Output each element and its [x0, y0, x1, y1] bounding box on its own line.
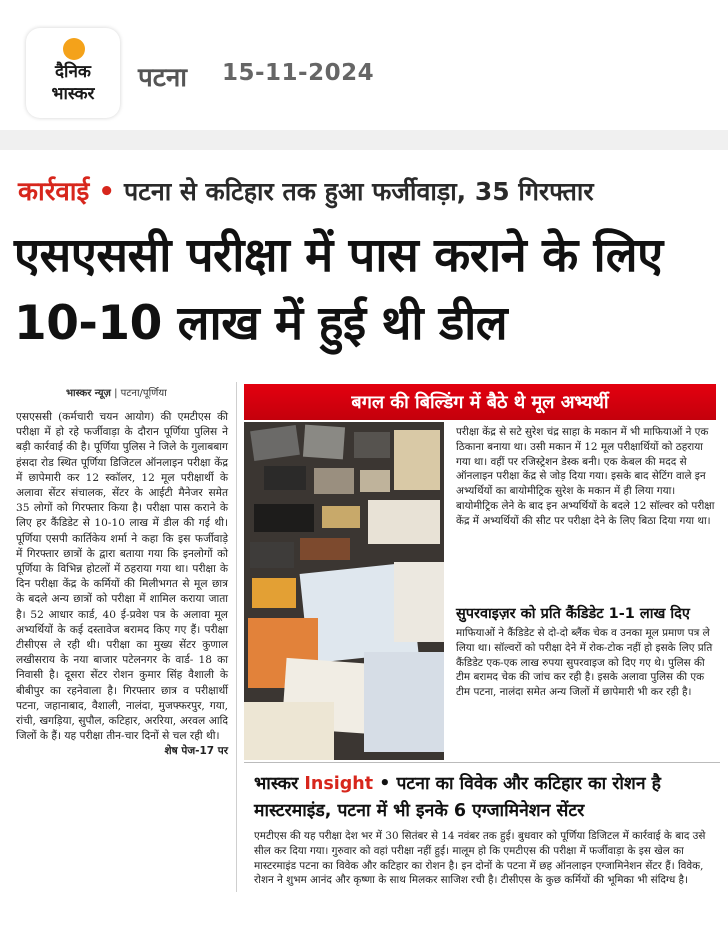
- photo-cards: [394, 430, 440, 490]
- photo-documents: [364, 652, 444, 752]
- headline: एसएससी परीक्षा में पास कराने के लिए 10-10 लाख में हुई थी डील: [14, 228, 663, 351]
- right-column-para1: परीक्षा केंद्र से सटे सुरेश चंद्र साहा के मकान में भी माफियाओं ने एक ठिकाना बनाया था। उसी मकान में 12 मूल परीक्षार्थियों को ठहराया गया था। वहीं पर रजिस्ट्रेशन डेस्क बनी। एक केबल की मदद से ऑनलाइन परीक्षा केंद्र से जोड़ दिया गया। इसके बाद सेटिंग वाले इन अभ्यर्थियों का बायोमीट्रिक सुरेश के मकान में ही लिया गया। बायोमीट्रिक लेने के बाद इन अभ्यर्थियों के बदले 12 सॉल्वर को परीक्षा केंद्र में अभ्यर्थियों की सीट पर परीक्षा देने के लिए बिठा दिया गया था।: [456, 426, 715, 527]
- kicker-tag: कार्रवाई: [18, 177, 90, 207]
- kicker-text: पटना से कटिहार तक हुआ फर्जीवाड़ा, 35 गिरफ्तार: [124, 177, 594, 206]
- photo-phone: [314, 468, 354, 494]
- insight-label: Insight: [304, 774, 374, 794]
- right-column-subhead: सुपरवाइज़र को प्रति कैंडिडेट 1-1 लाख दिए: [456, 606, 690, 622]
- photo-banner: [244, 384, 716, 420]
- insight-brand: भास्कर: [254, 774, 299, 794]
- photo-phone: [250, 425, 300, 461]
- byline-source: भास्कर न्यूज़: [66, 388, 111, 399]
- byline: [66, 385, 167, 399]
- page-header: [0, 0, 728, 128]
- photo-phone: [252, 578, 296, 608]
- insight-box: [244, 762, 720, 914]
- photo-cards: [368, 500, 440, 544]
- left-column: [16, 410, 228, 760]
- logo-line-2: भास्कर: [51, 84, 95, 104]
- byline-location: | पटना/पूर्णिया: [114, 388, 167, 399]
- photo-documents: [244, 702, 334, 760]
- photo-phone: [250, 542, 294, 568]
- header-divider: [0, 130, 728, 150]
- photo-banner-text: बगल की बिल्डिंग में बैठे थे मूल अभ्यर्थी: [351, 392, 609, 413]
- seized-items-photo: [244, 422, 444, 760]
- photo-phone: [354, 432, 390, 458]
- continued-note: शेष पेज-17 पर: [164, 745, 228, 758]
- edition-date: 15-11-2024: [222, 60, 375, 86]
- column-divider: [236, 382, 237, 892]
- kicker-bullet: •: [98, 177, 115, 207]
- insight-title-text: पटना का विवेक और कटिहार का रोशन है मास्टरमाइंड, पटना में भी इनके 6 एग्जामिनेशन सेंटर: [254, 774, 661, 821]
- photo-documents: [394, 562, 444, 642]
- left-column-text: एसएससी (कर्मचारी चयन आयोग) की एमटीएस की परीक्षा में हो रहे फर्जीवाड़ा के दौरान पूर्णिया पुलिस ने बड़ी कार्रवाई की है। पूर्णिया पुलिस ने जिले के गुलाबबाग हंसदा रोड स्थित पूर्णिया डिजिटल ऑनलाइन परीक्षा केंद्र में छापेमारी कर 12 स्कॉलर, 12 मूल परीक्षार्थी के अलावा सेंटर संचालक, सेंटर के आईटी मैनेजर समेत 35 लोगों को गिरफ्तार किया है। परीक्षा पास कराने के लिए हर कैंडिडेट से 10-10 लाख में डील की गई थी। पूर्णिया एसपी कार्तिकेय शर्मा ने कहा कि इस फर्जीवाड़े में गिरफ्तार छात्रों के द्वारा बताया गया कि इनलोगों को पूर्णिया के विभिन्न होटलों में ठहराया गया था। परीक्षा के दिन परीक्षा केंद्र के कर्मियों की मिलीभगत से मूल छात्र के बदले अन्य छात्रों को परीक्षा में शामिल कराया जाता है। 52 आधार कार्ड, 40 ई-प्रवेश पत्र के अलावा मूल अभ्यर्थियों के कई दस्तावेज बरामद किए गए हैं। परीक्षा टीसीएस ले रही थी। परीक्षा का मुख्य सेंटर कुणाल लखीसराय के नया बाजार पटेलनगर के वार्ड- 18 का निवासी है। दूसरा सेंटर रोशन कुमार सिंह वैशाली के बीबीपुर का रहनेवाला है। गिरफ्तार छात्र व परीक्षार्थी पटना, जहानाबाद, वैशाली, नालंदा, मुजफ्फरपुर, गया, रांची, खगड़िया, सुपौल, कटिहार, अररिया, अरवल आदि जिलों के हैं। यह परीक्षा तीन-चार दिनों से चल रही थी।: [16, 411, 228, 743]
- photo-phone: [300, 538, 350, 560]
- photo-phone: [303, 425, 345, 460]
- photo-phone: [254, 504, 314, 532]
- dainik-bhaskar-logo: [26, 28, 120, 118]
- photo-phone: [264, 466, 306, 490]
- sun-icon: [63, 38, 85, 60]
- insight-title: [254, 771, 714, 825]
- photo-phone: [360, 470, 390, 492]
- kicker: [18, 172, 594, 208]
- edition-city: पटना: [138, 63, 188, 93]
- insight-bullet: •: [379, 774, 391, 794]
- logo-line-1: दैनिक: [55, 62, 91, 82]
- insight-text: एमटीएस की यह परीक्षा देश भर में 30 सितंबर से 14 नवंबर तक हुई। बुधवार को पूर्णिया डिजिटल में कार्रवाई के बाद उसे सील कर दिया गया। गुरुवार को वहां परीक्षा नहीं हुई। मालूम हो कि एमटीएस की परीक्षा में फर्जीवाड़ा के इस खेल का मास्टरमाइंड पटना का विवेक और कटिहार का रोशन है। इन दोनों के पटना में छह ऑनलाइन एग्जामिनेशन सेंटर हैं। विवेक, रोशन ने शुभम आनंद और कृष्णा के साथ मिलकर साजिश रची है। टीसीएस के कुछ कर्मियों की भूमिका भी संदिग्ध है।: [254, 830, 706, 887]
- photo-phone: [322, 506, 360, 528]
- right-column-para2: माफियाओं ने कैंडिडेट से दो-दो ब्लैंक चेक व उनका मूल प्रमाण पत्र ले लिया था। सॉल्वरों को परीक्षा देने में रोक-टोक नहीं हो इसके लिए प्रति कैंडिडेट एक-एक लाख रुपया सुपरवाइज को दिए गए थे। पुलिस की टीम बरामद चेक की जांच कर रही है। इसके अलावा पुलिस की एक टीम पटना, नालंदा समेत अन्य जिलों में छापेमारी भी कर रही है।: [456, 627, 713, 699]
